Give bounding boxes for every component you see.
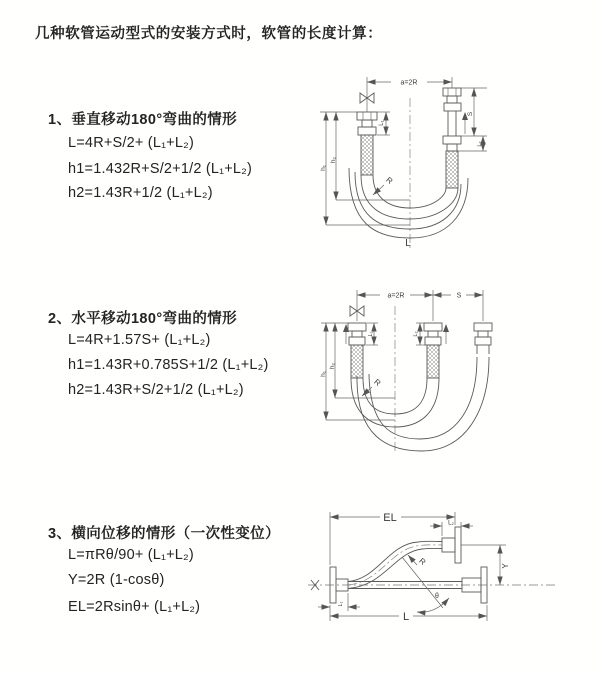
dim-label-r: R — [372, 377, 383, 388]
braided-hose-leg — [361, 135, 373, 175]
section-3-heading: 3、横向位移的情形（一次性变位） — [48, 526, 280, 542]
right-fitting-upper — [443, 88, 461, 111]
formula-line: Y=2R (1-cosθ) — [68, 572, 165, 588]
page-title: 几种软管运动型式的安装方式时，软管的长度计算： — [35, 26, 383, 42]
dim-label-l2: L₂ — [477, 141, 483, 147]
dim-label-span: a=2R — [387, 292, 405, 300]
formula-line: EL=2Rsinθ+ (L₁+L₂) — [68, 599, 201, 615]
braided-hose-leg — [446, 151, 458, 188]
dim-label-span: a=2R — [400, 79, 418, 87]
formula-line: h1=1.432R+S/2+1/2 (L₁+L₂) — [68, 161, 253, 177]
dim-label-h2: h₂ — [329, 362, 336, 370]
dim-label-l2: L₂ — [413, 331, 419, 337]
formula-line: L=4R+S/2+ (L₁+L₂) — [68, 135, 194, 151]
middle-fitting — [424, 323, 442, 378]
top-pipe — [442, 538, 455, 552]
dim-label-l1: L₁ — [368, 331, 374, 337]
right-fitting — [474, 323, 492, 354]
diagram-vertical-180-bend — [305, 68, 590, 258]
dim-label-y: Y — [501, 563, 510, 569]
right-fitting-lower — [443, 136, 461, 188]
dim-label-l2: L₂ — [448, 520, 454, 527]
left-fitting — [357, 112, 377, 175]
dim-label-h1: h₁ — [320, 165, 327, 171]
left-fitting — [348, 323, 366, 378]
dim-label-r: R — [417, 556, 428, 567]
formula-line: h2=1.43R+1/2 (L₁+L₂) — [68, 185, 213, 201]
formula-line: h2=1.43R+S/2+1/2 (L₁+L₂) — [68, 382, 244, 398]
section-1-heading: 1、垂直移动180°弯曲的情形 — [48, 112, 238, 128]
braided-hose-leg — [351, 345, 363, 378]
dim-label-r: R — [384, 175, 395, 186]
dim-label-el: EL — [383, 512, 397, 524]
diagram-lateral-displacement — [300, 495, 600, 665]
dim-label-s: S — [467, 111, 474, 117]
dim-label-h1: h₁ — [320, 371, 327, 377]
top-flange — [455, 527, 461, 563]
dim-label-theta: θ — [435, 593, 439, 600]
formula-line: L=πRθ/90+ (L₁+L₂) — [68, 547, 194, 563]
braided-hose-leg — [427, 345, 439, 378]
formula-line: h1=1.43R+0.785S+1/2 (L₁+L₂) — [68, 357, 269, 373]
dim-label-l1: L₁ — [379, 120, 385, 126]
dim-label-h2: h₂ — [330, 156, 337, 164]
hose-u-curves — [351, 357, 489, 451]
formula-line: L=4R+1.57S+ (L₁+L₂) — [68, 332, 211, 348]
dim-label-l1: L₁ — [338, 601, 344, 607]
dim-label-l: L — [405, 238, 411, 249]
section-2-heading: 2、水平移动180°弯曲的情形 — [48, 311, 238, 327]
dim-label-l: L — [402, 611, 410, 623]
dim-label-s: S — [456, 292, 462, 300]
diagram-horizontal-180-bend — [310, 278, 600, 458]
